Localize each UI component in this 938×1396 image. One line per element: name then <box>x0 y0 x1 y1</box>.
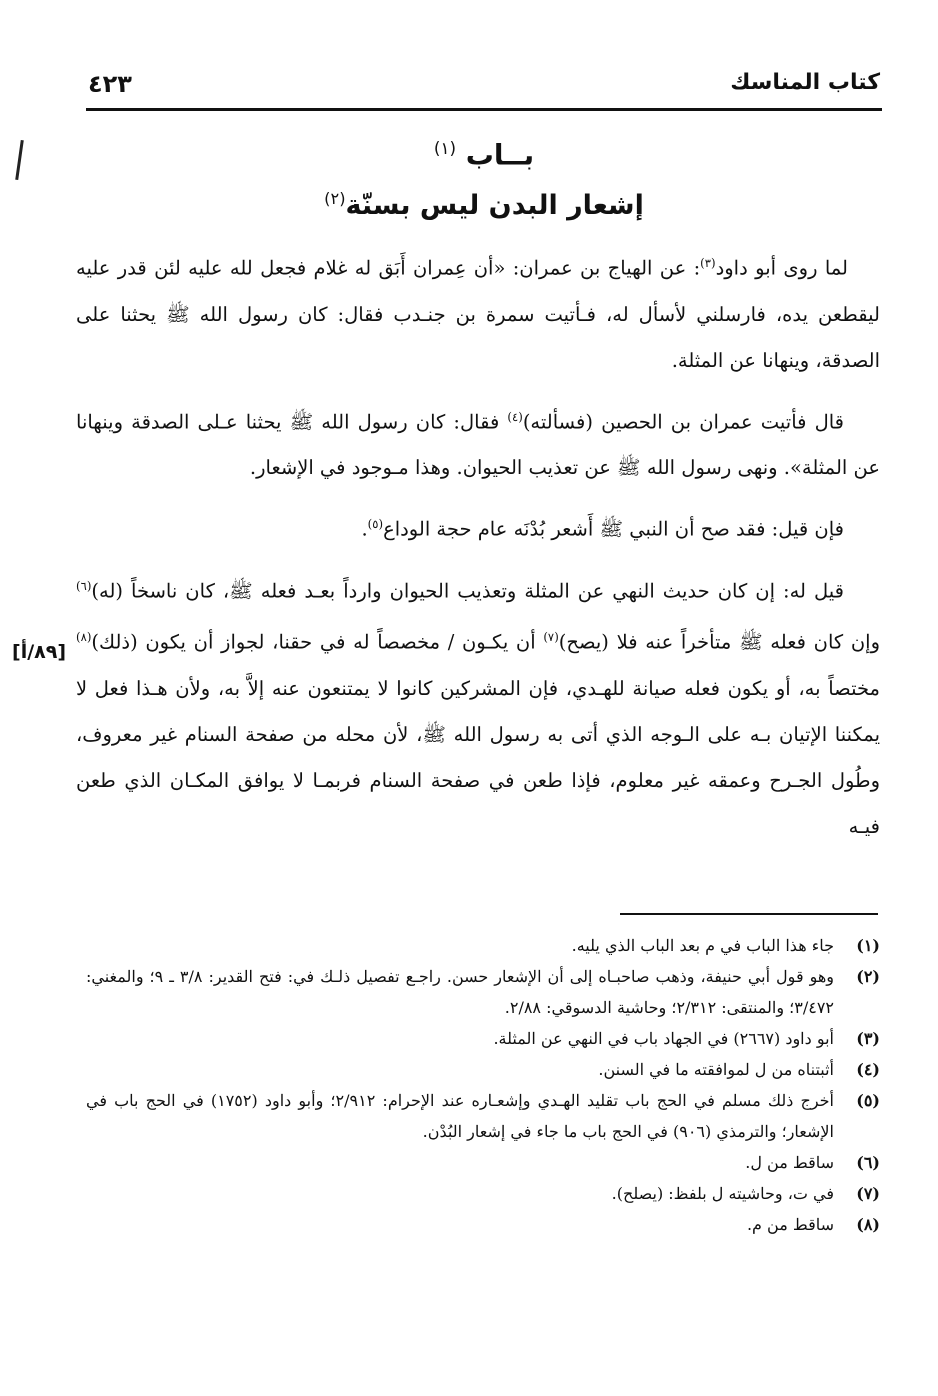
p4-text-d: مختصاً به، أو يكون فعله صيانة للهـدي، فإن المشركين كانوا لا يمتنعون عنه إلاَّ به، ولأن هـذا فعل لا يمكننا الإتيان بـه على الـوجه الذي أتى به رسول الله ﷺ، لأن محله من صفحة السنام غير معروف، وطُول الجـرح وعمقه غير معلوم، فإذا طعن في صفحة السنام فربمـا لا يوافق المكـان الذي طعن فيـه <box>76 676 880 838</box>
footnote-text: أبو داود (٢٦٦٧) في الجهاد باب في النهي عن المثلة. <box>493 1029 834 1048</box>
p4-note-ref-1: (٦) <box>76 578 92 593</box>
chapter-title <box>88 177 880 228</box>
footnote-number: (٦) <box>856 1153 880 1172</box>
bab-note-ref: (١) <box>433 138 457 158</box>
p2-text-a: قال فأتيت عمران بن الحصين (فسألته) <box>522 410 845 433</box>
p2-note-ref: (٤) <box>507 409 523 424</box>
p1-text-b: : عن الهياج بن عمران: «أن عِمران أَبَق له غلام فجعل لله عليه لئن قدر عليه ليقطعن يده، فارسلني لأسأل له، فـأتيت سمرة بن جنـدب فقال: كان رسول الله ﷺ يحثنا على الصدقة، وينهانا عن المثلة. <box>76 256 880 372</box>
paragraph-3 <box>76 501 880 553</box>
page-header <box>88 70 880 112</box>
footnote-number: (١) <box>856 936 880 955</box>
footnote-number: (٢) <box>856 967 880 986</box>
paragraph-4 <box>76 563 880 850</box>
running-title: كتاب المناسك <box>730 70 880 95</box>
footnote-number: (٥) <box>856 1091 880 1110</box>
footnotes <box>86 930 880 1240</box>
page-number: ٤٢٣ <box>88 70 132 98</box>
chapter-heading <box>88 128 880 228</box>
margin-stroke-mark <box>15 140 24 180</box>
footnote-divider <box>620 913 878 915</box>
footnote-text: أخرج ذلك مسلم في الحج باب تقليد الهـدي وإشعـاره عند الإحرام: ٢/٩١٢؛ وأبو داود (١٧٥٢) في الحج باب في الإشعار؛ والترمذي (٩٠٦) في الحج باب ما جاء في إشعار البُدْن. <box>86 1091 835 1141</box>
footnote <box>86 1054 880 1085</box>
p4-note-ref-2: (٧) <box>543 630 559 644</box>
footnote-text: جاء هذا الباب في م بعد الباب الذي يليه. <box>571 936 834 955</box>
footnote <box>86 1023 880 1054</box>
footnote-number: (٤) <box>856 1060 880 1079</box>
footnote-text: في ت، وحاشيته ل بلفظ: (يصلح). <box>611 1184 834 1203</box>
footnote <box>86 930 880 961</box>
footnote <box>86 1178 880 1209</box>
p1-note-ref: (٣) <box>700 256 716 270</box>
p2-text-b: فقال: كان رسول الله ﷺ يحثنا عـلى الصدقة وينهانا عن المثلة». ونهى رسول الله ﷺ عن تعذيب الحيوان. وهذا مـوجود في الإشعار. <box>76 410 880 479</box>
bab-heading <box>88 128 880 175</box>
bab-word: بــاب <box>465 138 535 172</box>
footnote <box>86 1209 880 1240</box>
footnote-number: (٨) <box>856 1215 880 1234</box>
footnote-text: وهو قول أبي حنيفة، وذهب صاحبـاه إلى أن الإشعار حسن. راجـع تفصيل ذلـك في: فتح القدير: ٣/٨ ـ ٩؛ والمغني: ٣/٤٧٢؛ والمنتقى: ٢/٣١٢؛ وحاشية الدسوقي: ٢/٨٨. <box>86 967 835 1017</box>
footnote-text: أثبتناه من ل لموافقته ما في السنن. <box>598 1060 834 1079</box>
p1-text-a: لما روى أبو داود <box>715 256 848 280</box>
header-divider <box>86 108 882 111</box>
footnote-number: (٣) <box>856 1029 880 1048</box>
footnote <box>86 1147 880 1178</box>
p4-note-ref-3: (٨) <box>76 630 92 644</box>
p4-text-b: وإن كان فعله ﷺ متأخراً عنه فلا (يصح) <box>558 630 881 654</box>
chapter-title-note-ref: (٢) <box>324 189 346 209</box>
p3-text-a: فإن قيل: فقد صح أن النبي ﷺ أَشعر بُدْنَه عام حجة الوداع <box>383 517 844 541</box>
paragraph-2 <box>76 394 880 492</box>
footnote-text: ساقط من ل. <box>745 1153 834 1172</box>
manuscript-folio-marker: [٨٩/أ] <box>12 641 67 663</box>
main-text <box>76 240 880 860</box>
footnote-text: ساقط من م. <box>746 1215 834 1234</box>
p4-text-a: قيل له: إن كان حديث النهي عن المثلة وتعذيب الحيوان وارداً بعـد فعله ﷺ، كان ناسخاً (له) <box>91 579 844 602</box>
footnote-number: (٧) <box>856 1184 880 1203</box>
p3-note-ref: (٥) <box>367 517 384 531</box>
p4-text-c: أن يكـون / مخصصاً له في حقنا، لجواز أن يكون (ذلك) <box>91 630 544 654</box>
footnote <box>86 1085 880 1147</box>
chapter-title-text: إشعار البدن ليس بسنّة <box>345 190 644 222</box>
footnote <box>86 961 880 1023</box>
paragraph-1 <box>76 240 880 384</box>
p3-text-b: . <box>361 517 368 541</box>
